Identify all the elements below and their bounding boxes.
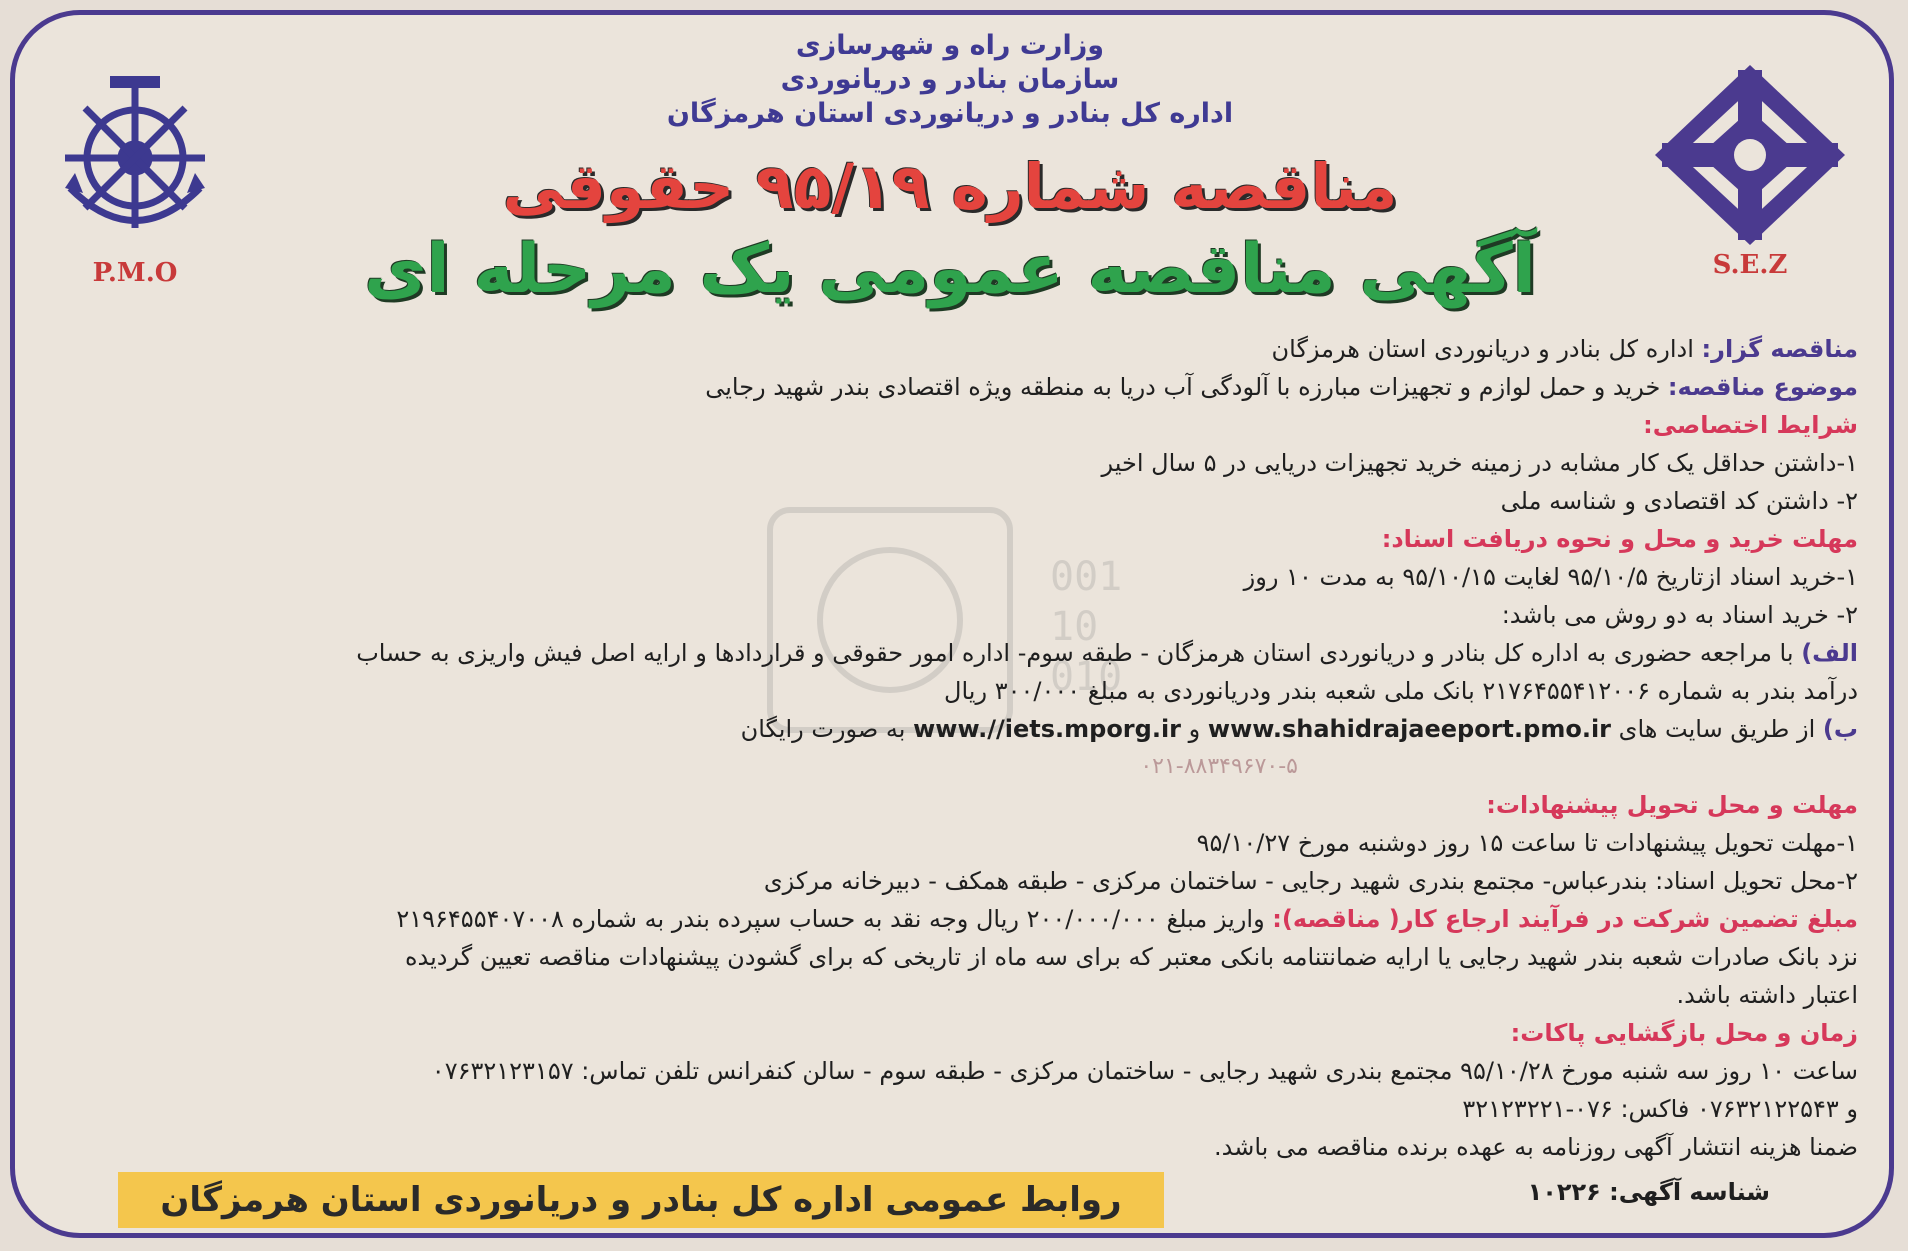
guarantee-heading: مبلغ تضمین شرکت در فرآیند ارجاع کار( مناقصه): [1272, 905, 1858, 933]
svg-text:001: 001 [1050, 554, 1123, 600]
anchor-wheel-icon [45, 68, 225, 253]
opening-line-3: ضمنا هزینه انتشار آگهی روزنامه به عهده برنده مناقصه می باشد. [1214, 1133, 1858, 1161]
tenderer-value: اداره کل بنادر و دریانوردی استان هرمزگان [1271, 335, 1694, 363]
site-link-2[interactable]: www.//iets.mporg.ir [913, 715, 1182, 743]
purchase-heading: مهلت خرید و محل و نحوه دریافت اسناد: [1381, 525, 1858, 553]
tender-number-title: مناقصه شماره ۹۵/۱۹ حقوقی [502, 150, 1398, 223]
free-text: به صورت رایگان [740, 715, 906, 743]
site-link-1[interactable]: www.shahidrajaeeport.pmo.ir [1207, 715, 1612, 743]
subject-label: موضوع مناقصه: [1667, 373, 1858, 401]
subject-value: خرید و حمل لوازم و تجهیزات مبارزه با آلودگی آب دریا به منطقه ویژه اقتصادی بندر شهید رجایی [705, 373, 1661, 401]
tenderer-label: مناقصه گزار: [1701, 335, 1858, 363]
notice-body [50, 330, 1858, 1166]
method-b-text: از طریق سایت های [1618, 715, 1816, 743]
method-b-line [50, 710, 1858, 748]
opening-line-2: و ۰۷۶۳۲۱۲۲۵۴۳ فاکس: ۰۷۶-۳۲۱۲۳۲۲۱ [1462, 1095, 1858, 1123]
ad-id: شناسه آگهی: ۱۰۲۲۶ [1527, 1178, 1770, 1206]
office-name: اداره کل بنادر و دریانوردی استان هرمزگان [666, 98, 1234, 129]
method-b-label: ب) [1822, 715, 1858, 743]
guarantee-line-1 [50, 900, 1858, 938]
pmo-logo [45, 68, 225, 288]
method-a-line-2: درآمد بندر به شماره ۲۱۷۶۴۵۵۴۱۲۰۰۶ بانک ملی شعبه بندر ودریانوردی به مبلغ ۳۰۰/۰۰۰ ریال [944, 677, 1858, 705]
diamond-knot-icon [1650, 60, 1850, 250]
tenderer-line [50, 330, 1858, 368]
sez-caption: S.E.Z [1712, 250, 1788, 280]
opening-line-1: ساعت ۱۰ روز سه شنبه مورخ ۹۵/۱۰/۲۸ مجتمع بندری شهید رجایی - ساختمان مرکزی - طبقه سوم - سالن کنفرانس تلفن تماس: ۰۷۶۳۲۱۲۳۱۵۷ [431, 1057, 1858, 1085]
guarantee-line-2: نزد بانک صادرات شعبه بندر شهید رجایی یا ارایه ضمانتنامه بانکی معتبر که برای سه ماه از تاریخی که برای گشودن پیشنهادات مناقصه تعیین گردیده [404, 943, 1858, 971]
notice-type-title: آگهی مناقصه عمومی یک مرحله ای [364, 230, 1536, 309]
and-text: و [1188, 715, 1201, 743]
public-relations-banner: روابط عمومی اداره کل بنادر و دریانوردی استان هرمزگان [118, 1172, 1164, 1228]
pmo-caption: P.M.O [92, 258, 178, 288]
svg-text:010: 010 [1050, 654, 1123, 700]
condition-item: ۱-داشتن حداقل یک کار مشابه در زمینه خرید تجهیزات دریایی در ۵ سال اخیر [1101, 449, 1858, 477]
special-conditions-heading: شرایط اختصاصی: [1643, 411, 1858, 439]
submission-item-1: ۱-مهلت تحویل پیشنهادات تا ساعت ۱۵ روز دوشنبه مورخ ۹۵/۱۰/۲۷ [1196, 829, 1858, 857]
condition-item: ۲- داشتن کد اقتصادی و شناسه ملی [1500, 487, 1858, 515]
subject-line [50, 368, 1858, 406]
method-a-line-1 [50, 634, 1858, 672]
submission-heading: مهلت و محل تحویل پیشنهادات: [1486, 791, 1858, 819]
opening-heading: زمان و محل بازگشایی پاکات: [1510, 1019, 1858, 1047]
faint-phone-note: ۰۲۱-۸۸۳۴۹۶۷۰-۵ [1140, 754, 1298, 779]
purchase-item-2: ۲- خرید اسناد به دو روش می باشد: [1501, 601, 1858, 629]
method-a-text: با مراجعه حضوری به اداره کل بنادر و دریانوردی استان هرمزگان - طبقه سوم- اداره امور حقوقی و قراردادها و ارایه اصل فیش واریزی به حساب [356, 639, 1794, 667]
method-a-label: الف) [1801, 639, 1858, 667]
organization-name: سازمان بنادر و دریانوردی [780, 64, 1120, 95]
purchase-item-1: ۱-خرید اسناد ازتاریخ ۹۵/۱۰/۵ لغایت ۹۵/۱۰/۱۵ به مدت ۱۰ روز [1243, 563, 1858, 591]
svg-text:10: 10 [1050, 604, 1099, 650]
guarantee-text: واریز مبلغ ۲۰۰/۰۰۰/۰۰۰ ریال وجه نقد به حساب سپرده بندر به شماره ۲۱۹۶۴۵۵۴۰۷۰۰۸ [396, 905, 1265, 933]
submission-item-2: ۲-محل تحویل اسناد: بندرعباس- مجتمع بندری شهید رجایی - ساختمان مرکزی - طبقه همکف - دبیرخانه مرکزی [763, 867, 1858, 895]
ministry-name: وزارت راه و شهرسازی [795, 30, 1105, 61]
sez-logo [1650, 60, 1850, 290]
guarantee-line-3: اعتبار داشته باشد. [1676, 981, 1858, 1009]
